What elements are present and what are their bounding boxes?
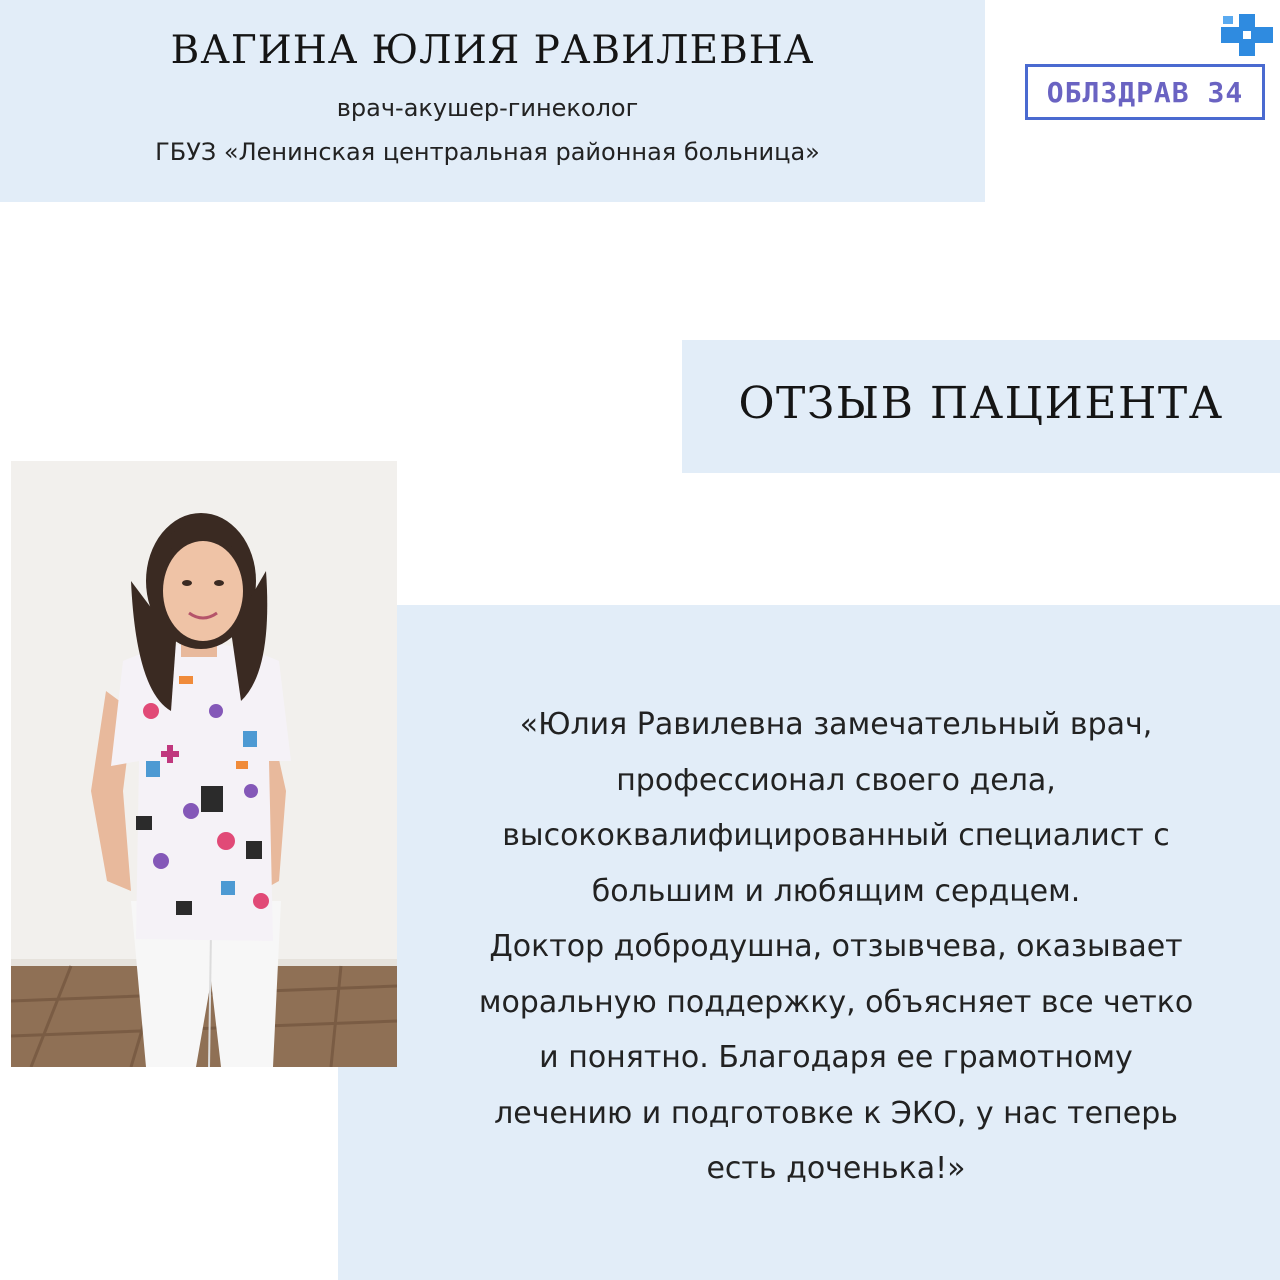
logo-text: ОБЛЗДРАВ 34 [1046,75,1244,109]
doctor-photo [11,461,397,1067]
doctor-role: врач-акушер-гинеколог [336,94,639,122]
review-line: «Юлия Равилевна замечательный врач, [519,707,1153,742]
doctor-name: ВАГИНА ЮЛИЯ РАВИЛЕВНА [170,28,815,73]
medical-cross-icon [1215,12,1279,58]
review-line: моральную поддержку, объясняет все четко [478,984,1194,1020]
review-line: высококвалифицированный специалист с [502,818,1170,853]
review-quote [430,697,1242,1197]
logo-text-box [1025,64,1265,120]
review-line: лечению и подготовке к ЭКО, у нас теперь [494,1095,1178,1131]
review-line: Доктор добродушна, отзывчева, оказывает [489,929,1183,964]
review-line: большим и любящим сердцем. [591,873,1081,909]
doctor-photo-illustration [11,461,397,1067]
oblzdrav-logo [1025,12,1275,127]
section-title: ОТЗЫВ ПАЦИЕНТА [738,378,1224,429]
review-line: и понятно. Благодаря ее грамотному [539,1040,1133,1075]
doctor-hospital: ГБУЗ «Ленинская центральная районная больница» [155,138,820,166]
review-line: профессионал своего дела, [616,762,1056,798]
review-line: есть доченька!» [706,1151,966,1186]
